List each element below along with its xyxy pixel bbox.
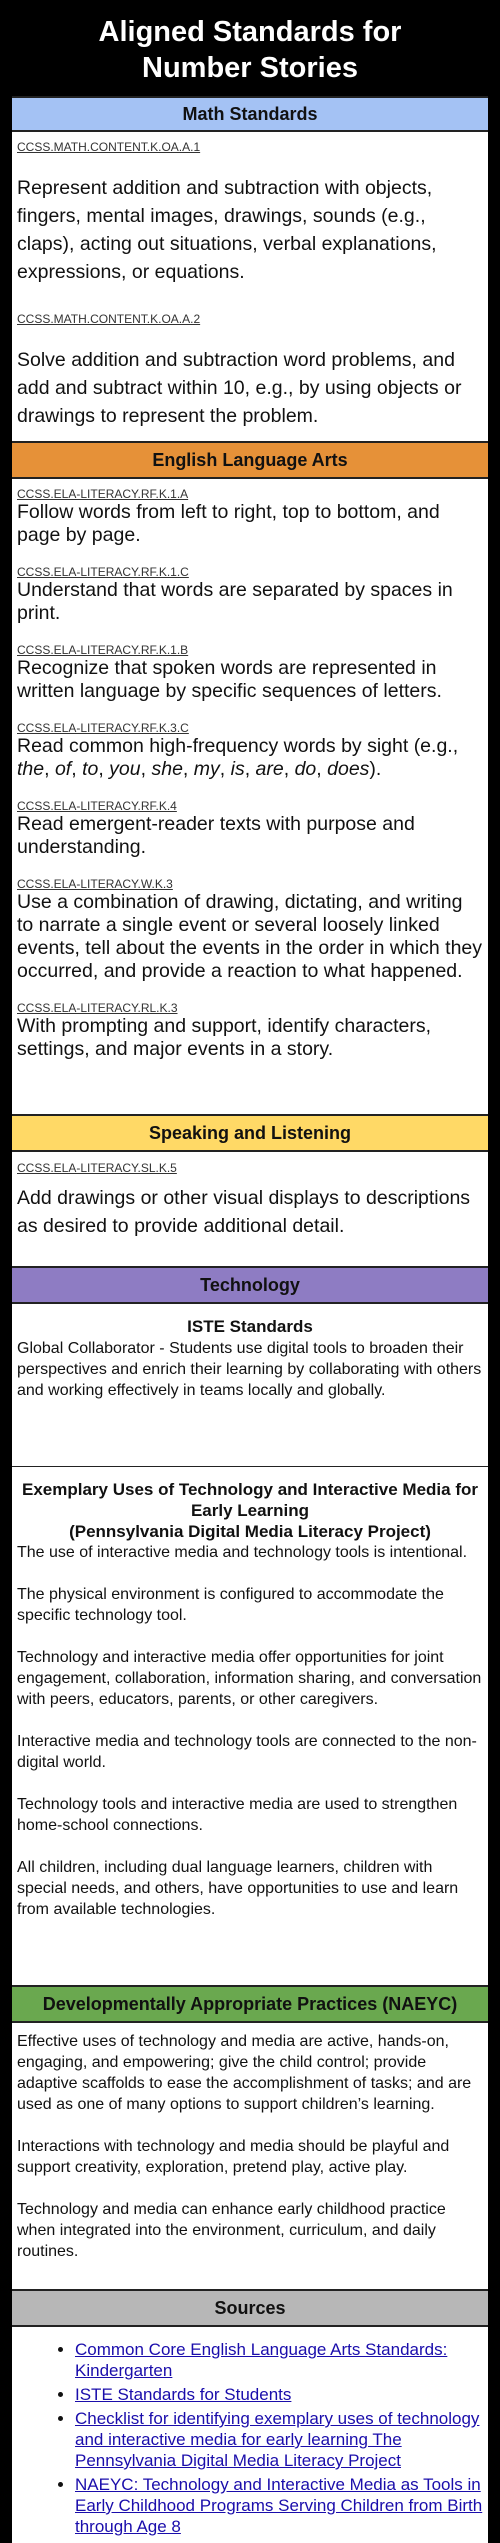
exemplary-title: Exemplary Uses of Technology and Interactive Media for Early Learning (22, 1480, 478, 1520)
speaking-listening-header: Speaking and Listening (12, 1114, 488, 1152)
ela-standard-text: With prompting and support, identify characters, settings, and major events in a story. (17, 1015, 432, 1060)
source-link[interactable]: ISTE Standards for Students (75, 2385, 292, 2404)
exemplary-subtitle: (Pennsylvania Digital Media Literacy Project) (69, 1522, 431, 1541)
source-link[interactable]: Checklist for identifying exemplary uses of technology and interactive media for early learning The Pennsylvania Digital Media Literacy Project (75, 2409, 480, 2470)
ela-standard (17, 877, 483, 983)
sight-word: you (109, 758, 141, 780)
ela-standard-code[interactable]: CCSS.ELA-LITERACY.RF.K.1.B (17, 643, 189, 657)
naeyc-paragraph: Technology and media can enhance early childhood practice when integrated into the environment, curriculum, and daily routines. (17, 2201, 446, 2260)
iste-text: Global Collaborator - Students use digital tools to broaden their perspectives and enrich their learning by collaborating with others and working effectively in teams locally and globally. (17, 1340, 482, 1399)
sight-word: are (255, 758, 284, 780)
ela-standard-text: Follow words from left to right, top to bottom, and page by page. (17, 501, 440, 546)
source-link[interactable]: NAEYC: Technology and Interactive Media as Tools in Early Childhood Programs Serving Children from Birth through Age 8 (75, 2475, 483, 2536)
title-line-1: Aligned Standards for (98, 16, 402, 48)
ela-standard-text: Use a combination of drawing, dictating, and writing to narrate a single event or several loosely linked events, tell about the events in the order in which they occurred, and provide a reaction to what happened. (17, 891, 483, 982)
math-standard-code[interactable]: CCSS.MATH.CONTENT.K.OA.A.2 (17, 312, 201, 326)
ela-standard-text: Understand that words are separated by spaces in print. (17, 579, 453, 624)
ela-standard (17, 721, 483, 781)
math-standards-header: Math Standards (12, 96, 488, 132)
ela-standard-text: Recognize that spoken words are represented in written language by specific sequences of letters. (17, 657, 442, 702)
sight-words-intro: Read common high-frequency words by sight (e.g., (17, 735, 459, 757)
source-item (75, 2384, 483, 2405)
sight-word: do (294, 758, 317, 780)
iste-section (12, 1304, 488, 1467)
ela-standard-code[interactable]: CCSS.ELA-LITERACY.RF.K.4 (17, 799, 177, 813)
ela-standard-code[interactable]: CCSS.ELA-LITERACY.RF.K.3.C (17, 721, 189, 735)
naeyc-paragraph: Effective uses of technology and media are active, hands-on, engaging, and empowering; give the child control; provide adaptive scaffolds to ease the accomplishment of tasks; and are used as one of many options to support children’s learning. (17, 2033, 472, 2113)
ela-standard-text (17, 735, 483, 781)
exemplary-uses-section (12, 1467, 488, 1985)
technology-header: Technology (12, 1266, 488, 1304)
sight-words-outro: ). (369, 758, 382, 780)
ela-standard (17, 799, 483, 859)
math-standard-text: Represent addition and subtraction with objects, fingers, mental images, drawings, sounds (e.g., claps), acting out situations, verbal explanations, expressions, or equations. (17, 177, 437, 283)
speaking-standard-code[interactable]: CCSS.ELA-LITERACY.SL.K.5 (17, 1161, 177, 1175)
ela-standard (17, 1001, 483, 1061)
source-link[interactable]: Common Core English Language Arts Standards: Kindergarten (75, 2340, 448, 2380)
sight-word: she (151, 758, 183, 780)
ela-standard-code[interactable]: CCSS.ELA-LITERACY.RL.K.3 (17, 1001, 178, 1015)
title-line-2: Number Stories (142, 52, 358, 84)
ela-standard (17, 487, 483, 547)
sight-words-list: the, of, to, you, she, my, is, are, do, does (17, 758, 370, 780)
naeyc-header: Developmentally Appropriate Practices (NAEYC) (12, 1985, 488, 2023)
ela-standard (17, 565, 483, 625)
ela-standard-code[interactable]: CCSS.ELA-LITERACY.W.K.3 (17, 877, 173, 891)
standards-panel (12, 96, 488, 2543)
sight-word: of (54, 758, 72, 780)
iste-title: ISTE Standards (187, 1317, 313, 1336)
ela-standard-code[interactable]: CCSS.ELA-LITERACY.RF.K.1.C (17, 565, 189, 579)
sources-list (17, 2339, 483, 2537)
speaking-standard-text: Add drawings or other visual displays to descriptions as desired to provide additional detail. (17, 1187, 471, 1237)
sight-word: is (230, 758, 245, 780)
sources-header: Sources (12, 2289, 488, 2327)
sight-word: my (193, 758, 220, 780)
sources-section (12, 2327, 488, 2543)
page-title (0, 0, 500, 96)
math-standard-text: Solve addition and subtraction word problems, and add and subtract within 10, e.g., by using objects or drawings to represent the problem. (17, 349, 462, 427)
source-item (75, 2408, 483, 2471)
exemplary-paragraph: Technology tools and interactive media are used to strengthen home-school connections. (17, 1796, 458, 1834)
source-item (75, 2339, 483, 2381)
sight-word: to (82, 758, 99, 780)
ela-standard-code[interactable]: CCSS.ELA-LITERACY.RF.K.1.A (17, 487, 189, 501)
sight-word: the (17, 758, 45, 780)
ela-header: English Language Arts (12, 441, 488, 479)
exemplary-paragraph: The use of interactive media and technology tools is intentional. (17, 1544, 468, 1561)
exemplary-paragraph: Technology and interactive media offer opportunities for joint engagement, collaboration, information sharing, and conversation with peers, educators, parents, or other caregivers. (17, 1649, 482, 1708)
speaking-section (12, 1152, 488, 1266)
exemplary-paragraph: All children, including dual language learners, children with special needs, and others, have opportunities to use and learn from available technologies. (17, 1859, 459, 1918)
exemplary-paragraph: The physical environment is configured to accommodate the specific technology tool. (17, 1586, 444, 1624)
ela-section (12, 479, 488, 1114)
source-item (75, 2474, 483, 2537)
math-section (12, 132, 488, 441)
math-standard-code[interactable]: CCSS.MATH.CONTENT.K.OA.A.1 (17, 140, 201, 154)
naeyc-paragraph: Interactions with technology and media should be playful and support creativity, exploration, pretend play, active play. (17, 2138, 450, 2176)
naeyc-section (12, 2023, 488, 2289)
ela-standard (17, 643, 483, 703)
exemplary-paragraph: Interactive media and technology tools are connected to the non-digital world. (17, 1733, 477, 1771)
sight-word: does (327, 758, 370, 780)
ela-standard-text: Read emergent-reader texts with purpose and understanding. (17, 813, 415, 858)
